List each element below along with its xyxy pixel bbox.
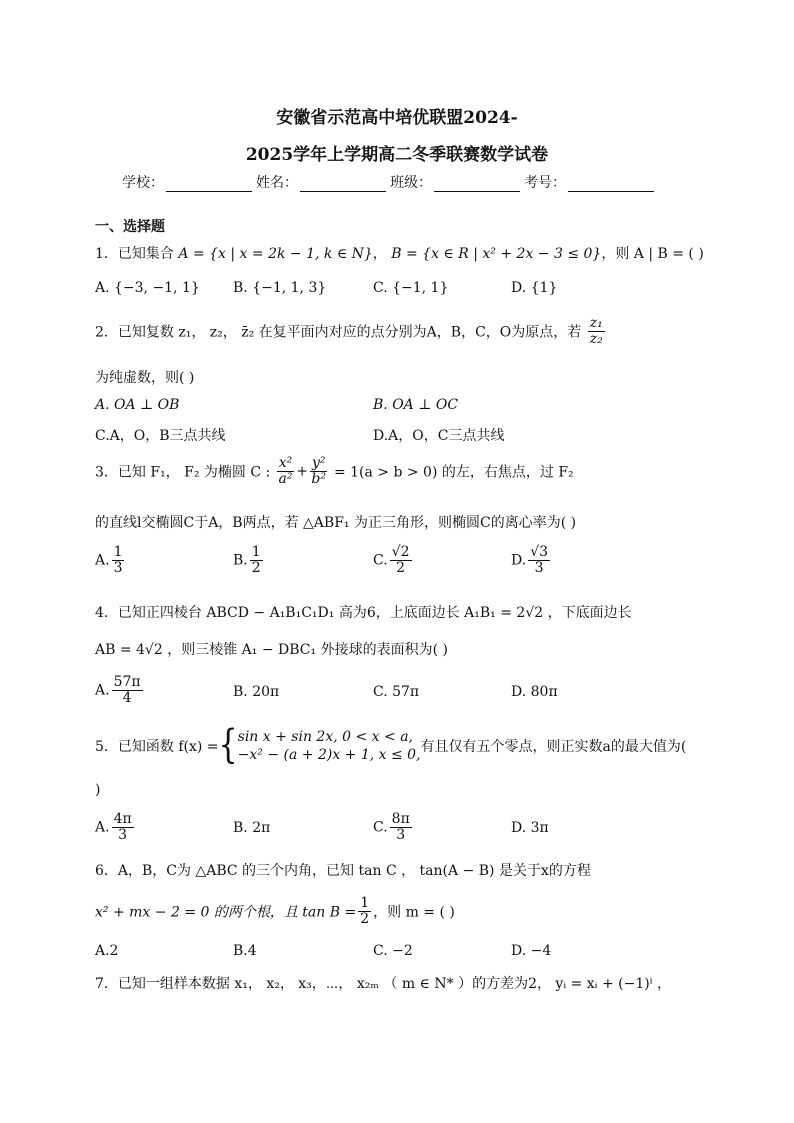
q6-option-a[interactable]: A.2	[95, 943, 119, 959]
q3-option-d[interactable]	[511, 545, 552, 576]
q3-fraction-y	[310, 456, 328, 487]
info-line	[122, 172, 658, 192]
class-field[interactable]	[434, 178, 520, 192]
q3-f1-num: x²	[278, 455, 293, 471]
q5-option-a-label: A.	[95, 819, 110, 836]
question-2-stem	[95, 316, 607, 347]
q6-stem-pre: x² + mx − 2 = 0 的两个根，且 tan B =	[95, 904, 357, 921]
name-field[interactable]	[300, 178, 386, 192]
q6-option-c[interactable]: C. −2	[373, 943, 413, 959]
school-field[interactable]	[166, 178, 252, 192]
section-heading: 一、选择题	[95, 219, 165, 235]
q3-opt-b-num: 1	[251, 544, 261, 560]
question-3-stem	[95, 456, 574, 487]
q3-option-d-label: D.	[511, 552, 527, 569]
q4-opt-a-num: 57π	[113, 674, 141, 690]
question-2-stem-line2: 为纯虚数，则( )	[95, 370, 195, 386]
question-3-stem-line2: 的直线l交椭圆C于A，B两点，若 △ABF₁ 为正三角形，则椭圆C的离心率为( )	[95, 515, 577, 531]
q4-option-b[interactable]: B. 20π	[233, 684, 280, 700]
q4-option-d[interactable]: D. 80π	[511, 684, 558, 700]
q5-case-2: −x² − (a + 2)x + 1, x ≤ 0,	[237, 747, 421, 763]
q2-option-c[interactable]: C.A，O，B三点共线	[95, 428, 226, 444]
question-6-stem-line2	[95, 896, 455, 927]
question-5-stem	[95, 722, 687, 769]
q5-case-1: sin x + sin 2x, 0 < x < a,	[237, 729, 413, 745]
q4-option-c[interactable]: C. 57π	[373, 684, 420, 700]
q5-option-a[interactable]	[95, 812, 136, 843]
q5-stem-post: 有且仅有五个零点，则正实数a的最大值为(	[420, 739, 687, 755]
q4-option-a-fraction	[112, 675, 143, 706]
q1-set-a: A = {x | x = 2k − 1, k ∈ N}	[178, 246, 373, 262]
q5-option-d[interactable]: D. 3π	[511, 820, 549, 836]
class-label: 班级：	[390, 175, 432, 191]
q5-option-b[interactable]: B. 2π	[233, 820, 271, 836]
q1-stem-pre: 1．已知集合	[95, 246, 174, 262]
q6-frac-num: 1	[360, 895, 370, 911]
page-title-line1: 安徽省示范高中培优联盟2024-	[276, 108, 518, 128]
q3-opt-d-den: 3	[534, 560, 544, 576]
q2-stem-pre: 2．已知复数 z₁， z₂， z̄₂ 在复平面内对应的点分别为A，B，C，O为原点，若	[95, 324, 582, 341]
q2-option-b[interactable]: B. OA ⊥ OC	[373, 397, 459, 413]
q3-option-c-label: C.	[373, 552, 388, 569]
q3-stem-pre: 3．已知 F₁， F₂ 为椭圆 C :	[95, 464, 271, 481]
q5-stem-pre: 5．已知函数 f(x) =	[95, 739, 219, 755]
q5-piecewise	[238, 728, 421, 764]
q5-opt-a-den: 3	[118, 827, 128, 843]
q3-f2-num: y²	[311, 455, 326, 471]
question-4-stem: 4．已知正四棱台 ABCD − A₁B₁C₁D₁ 高为6，上底面边长 A₁B₁ = 2√2 ，下底面边长	[95, 605, 632, 621]
q5-opt-c-den: 3	[396, 827, 406, 843]
q2-fraction	[588, 316, 605, 347]
exam-no-label: 考号：	[524, 175, 566, 191]
q3-opt-a-num: 1	[113, 544, 123, 560]
q3-stem-post: = 1(a > b > 0) 的左，右焦点，过 F₂	[333, 464, 574, 481]
left-brace-icon: {	[218, 722, 238, 769]
q6-fraction	[358, 896, 371, 927]
q3-option-b[interactable]	[233, 545, 265, 576]
q5-opt-a-num: 4π	[113, 811, 132, 827]
q2-frac-num: z₁	[589, 315, 603, 331]
q3-option-b-fraction	[250, 545, 263, 576]
q1-option-d[interactable]: D. {1}	[511, 280, 558, 296]
q5-option-c-label: C.	[373, 819, 388, 836]
page-title-line2: 2025学年上学期高二冬季联赛数学试卷	[245, 145, 549, 165]
q3-option-d-fraction	[528, 545, 550, 576]
q4-option-a[interactable]	[95, 675, 145, 706]
q2-option-d[interactable]: D.A，O，C三点共线	[373, 428, 505, 444]
q3-fraction-x	[277, 456, 295, 487]
q1-set-b: B = {x ∈ R | x² + 2x − 3 ≤ 0}	[391, 246, 602, 262]
q3-option-a[interactable]	[95, 545, 126, 576]
question-5-stem-line2: )	[95, 782, 101, 798]
q4-option-a-label: A.	[95, 682, 110, 699]
q5-option-c-fraction	[390, 812, 412, 843]
q3-option-c-fraction	[390, 545, 412, 576]
q6-option-d[interactable]: D. −4	[511, 943, 552, 959]
q3-option-a-fraction	[112, 545, 125, 576]
q5-opt-c-num: 8π	[391, 811, 410, 827]
q3-option-c[interactable]	[373, 545, 414, 576]
question-1-stem	[95, 243, 704, 263]
name-label: 姓名：	[256, 175, 298, 191]
q1-stem-post: ，则 A | B = ( )	[601, 246, 704, 262]
question-4-stem-line2: AB = 4√2 ，则三棱锥 A₁ − DBC₁ 外接球的表面积为( )	[95, 642, 448, 658]
q6-frac-den: 2	[360, 911, 370, 927]
exam-no-field[interactable]	[568, 178, 654, 192]
q1-option-a[interactable]: A. {−3, −1, 1}	[95, 280, 200, 296]
q3-opt-a-den: 3	[113, 560, 123, 576]
q3-f1-den: a²	[278, 471, 293, 487]
q5-option-a-fraction	[112, 812, 134, 843]
q6-option-b[interactable]: B.4	[233, 943, 257, 959]
q2-option-a[interactable]: A. OA ⊥ OB	[95, 397, 180, 413]
q2-frac-den: z₂	[589, 331, 603, 347]
q1-sep: ，	[372, 246, 387, 262]
q3-opt-c-den: 2	[396, 560, 406, 576]
q1-option-c[interactable]: C. {−1, 1}	[373, 280, 449, 296]
q1-option-b[interactable]: B. {−1, 1, 3}	[233, 280, 327, 296]
q3-opt-d-num: √3	[530, 544, 549, 560]
question-7-stem: 7．已知一组样本数据 x₁， x₂， x₃，⋯， x₂ₘ （ m ∈ N* ）的方差为2， yᵢ = xᵢ + (−1)ⁱ ，	[95, 976, 671, 992]
q3-plus: +	[296, 463, 308, 480]
school-label: 学校：	[122, 175, 164, 191]
q3-opt-b-den: 2	[251, 560, 261, 576]
question-6-stem: 6．A，B，C为 △ABC 的三个内角，已知 tan C ， tan(A − B) 是关于x的方程	[95, 863, 591, 879]
q3-option-b-label: B.	[233, 552, 248, 569]
q3-f2-den: b²	[311, 471, 326, 487]
q3-opt-c-num: √2	[391, 544, 410, 560]
q5-option-c[interactable]	[373, 812, 414, 843]
q6-stem-post: ，则 m = ( )	[373, 904, 455, 921]
q3-option-a-label: A.	[95, 552, 110, 569]
q4-opt-a-den: 4	[122, 690, 132, 706]
